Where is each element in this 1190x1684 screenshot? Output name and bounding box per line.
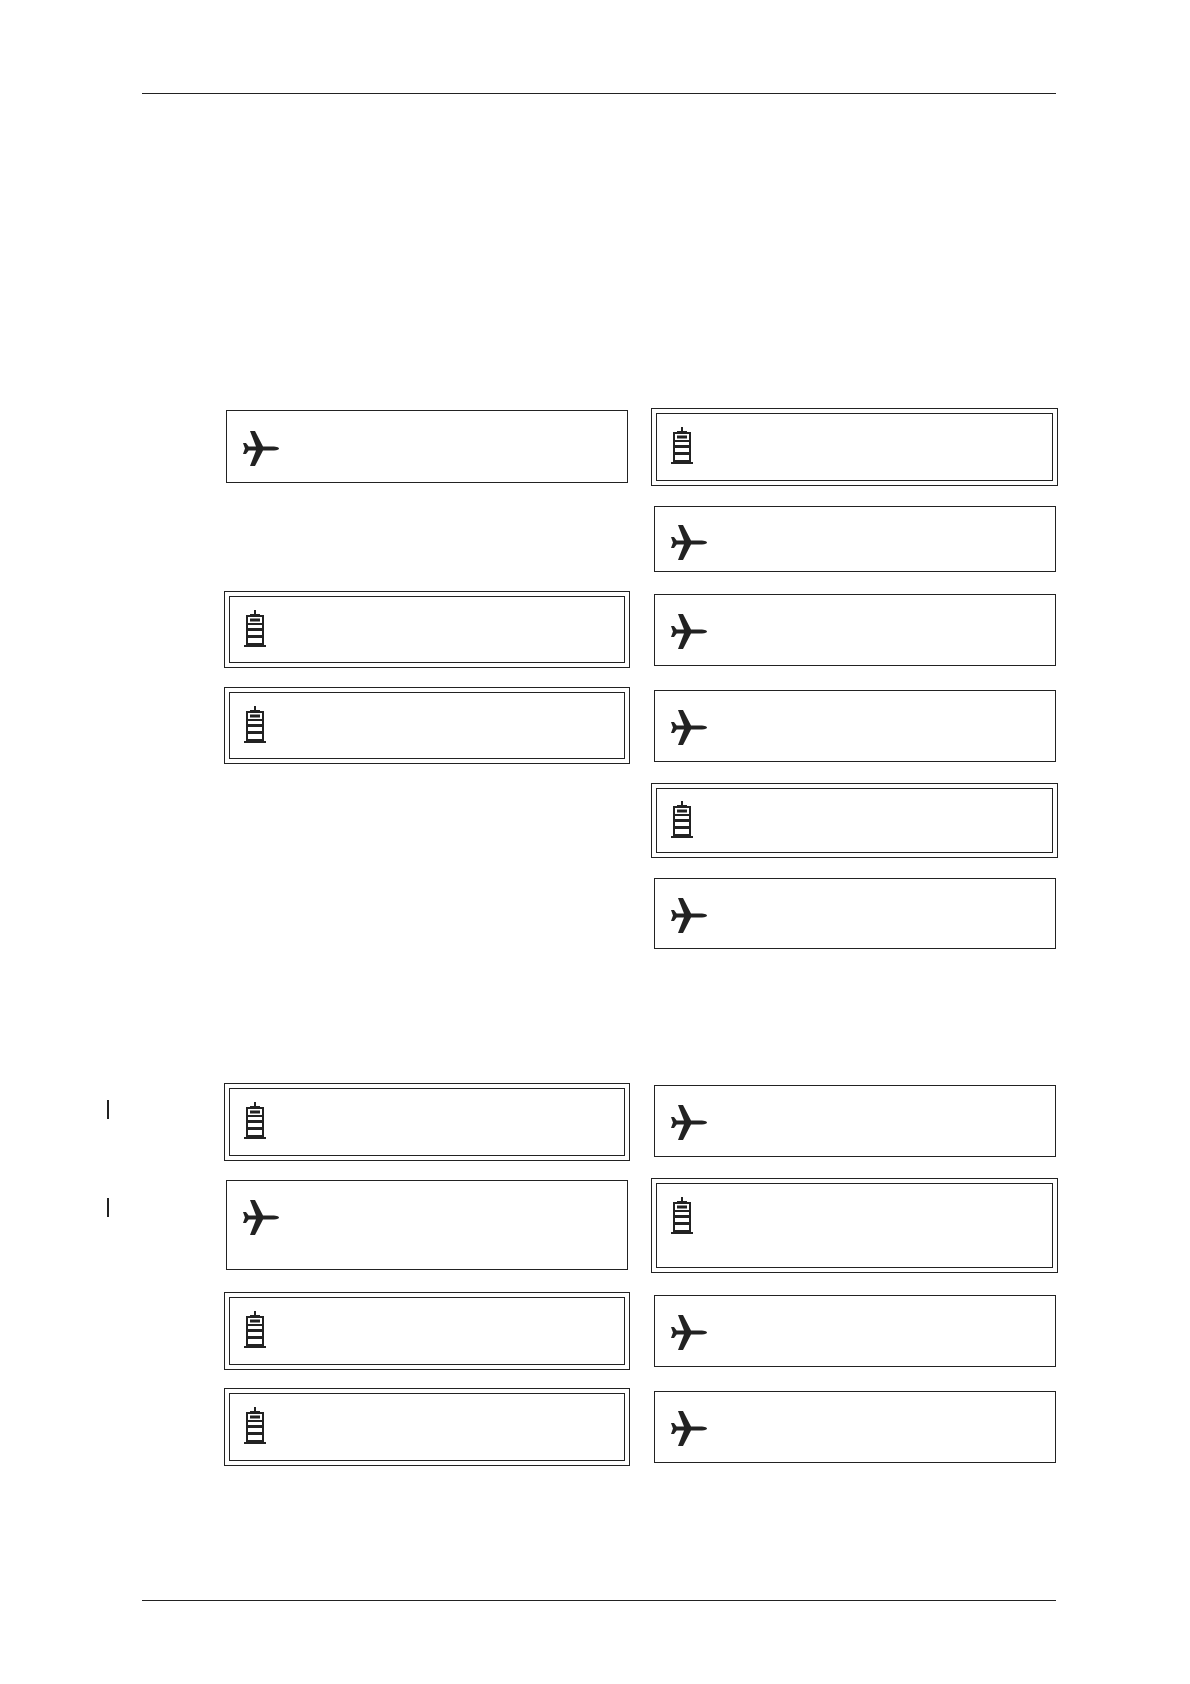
control-tower-icon xyxy=(671,1197,693,1237)
control-tower-box xyxy=(224,687,630,764)
airplane-icon xyxy=(669,1311,709,1351)
airplane-box xyxy=(654,1391,1056,1463)
airplane-icon xyxy=(669,706,709,746)
control-tower-icon xyxy=(671,801,693,841)
control-tower-box xyxy=(651,783,1058,858)
airplane-icon xyxy=(669,1101,709,1141)
airplane-box xyxy=(654,506,1056,572)
airplane-box xyxy=(654,1295,1056,1367)
footer-rule xyxy=(142,1600,1056,1601)
control-tower-icon xyxy=(244,1407,266,1447)
control-tower-box xyxy=(224,1388,630,1466)
control-tower-icon xyxy=(244,1102,266,1142)
airplane-icon xyxy=(669,610,709,650)
control-tower-box xyxy=(224,1083,630,1161)
airplane-icon xyxy=(241,1196,281,1236)
airplane-box xyxy=(654,594,1056,666)
header-rule xyxy=(142,93,1056,94)
control-tower-icon xyxy=(244,706,266,746)
airplane-icon xyxy=(241,427,281,467)
control-tower-icon xyxy=(244,610,266,650)
control-tower-icon xyxy=(671,427,693,467)
airplane-box xyxy=(226,410,628,483)
control-tower-box xyxy=(651,408,1058,486)
control-tower-box xyxy=(224,1292,630,1370)
airplane-box xyxy=(654,1085,1056,1157)
airplane-icon xyxy=(669,521,709,561)
control-tower-box xyxy=(224,591,630,668)
margin-change-bar xyxy=(107,1100,109,1119)
margin-change-bar xyxy=(107,1198,109,1217)
airplane-box xyxy=(226,1180,628,1270)
airplane-box xyxy=(654,878,1056,949)
control-tower-box xyxy=(651,1178,1058,1273)
control-tower-icon xyxy=(244,1311,266,1351)
airplane-box xyxy=(654,690,1056,762)
airplane-icon xyxy=(669,1407,709,1447)
airplane-icon xyxy=(669,894,709,934)
